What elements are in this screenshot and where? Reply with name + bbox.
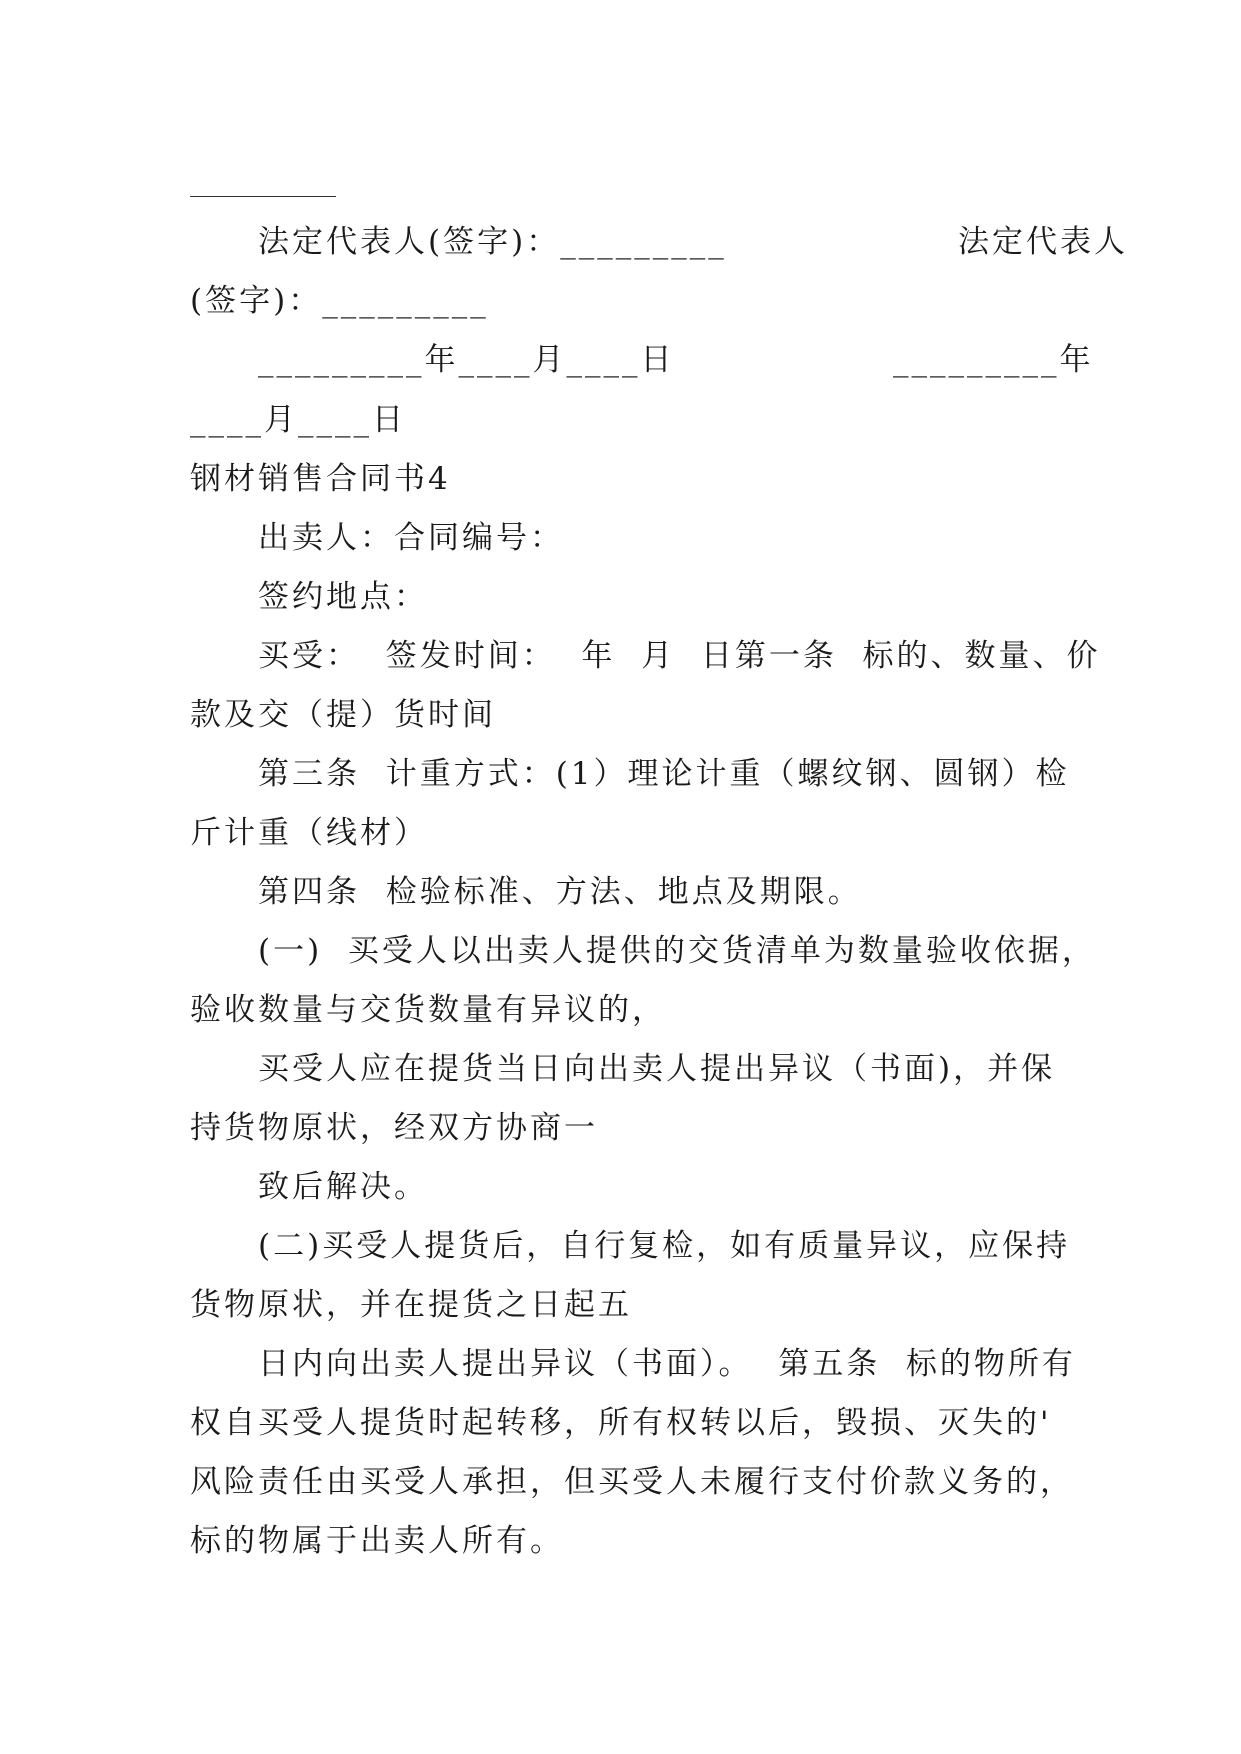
text-line: 斤计重（线材） xyxy=(190,815,428,851)
text-line: 法定代表人(签字)：_________ 法定代表人 xyxy=(258,224,1129,260)
text-line: 第四条 检验标准、方法、地点及期限。 xyxy=(258,874,862,910)
document-title: 钢材销售合同书4 xyxy=(190,461,451,497)
text-line: 验收数量与交货数量有异议的， xyxy=(190,992,666,1028)
text-line: 款及交（提）货时间 xyxy=(190,697,496,733)
text-line: ____月____日 xyxy=(190,402,406,438)
text-line: _________年____月____日 _________年 xyxy=(258,342,1094,378)
text-line: 权自买受人提货时起转移，所有权转以后，毁损、灭失的' xyxy=(190,1405,1052,1441)
signature-blank-line xyxy=(190,196,336,197)
text-line: 致后解决。 xyxy=(258,1169,428,1205)
text-line: 第三条 计重方式：(1）理论计重（螺纹钢、圆钢）检 xyxy=(258,756,1070,792)
text-line: 日内向出卖人提出异议（书面）。 第五条 标的物所有 xyxy=(258,1346,1076,1382)
text-line: (签字)：_________ xyxy=(190,283,489,319)
text-line: (一) 买受人以出卖人提供的交货清单为数量验收依据， xyxy=(258,933,1096,969)
text-line: 标的物属于出卖人所有。 xyxy=(190,1523,564,1559)
text-line: 签约地点： xyxy=(258,579,428,615)
text-line: 货物原状，并在提货之日起五 xyxy=(190,1287,632,1323)
text-line: (二)买受人提货后，自行复检，如有质量异议，应保持 xyxy=(258,1228,1071,1264)
text-line: 买受人应在提货当日向出卖人提出异议（书面)，并保 xyxy=(258,1051,1056,1087)
text-line: 买受： 签发时间： 年 月 日第一条 标的、数量、价 xyxy=(258,638,1101,674)
text-line: 风险责任由买受人承担，但买受人未履行支付价款义务的， xyxy=(190,1464,1074,1500)
text-line: 出卖人：合同编号： xyxy=(258,520,564,556)
text-line: 持货物原状，经双方协商一 xyxy=(190,1110,598,1146)
